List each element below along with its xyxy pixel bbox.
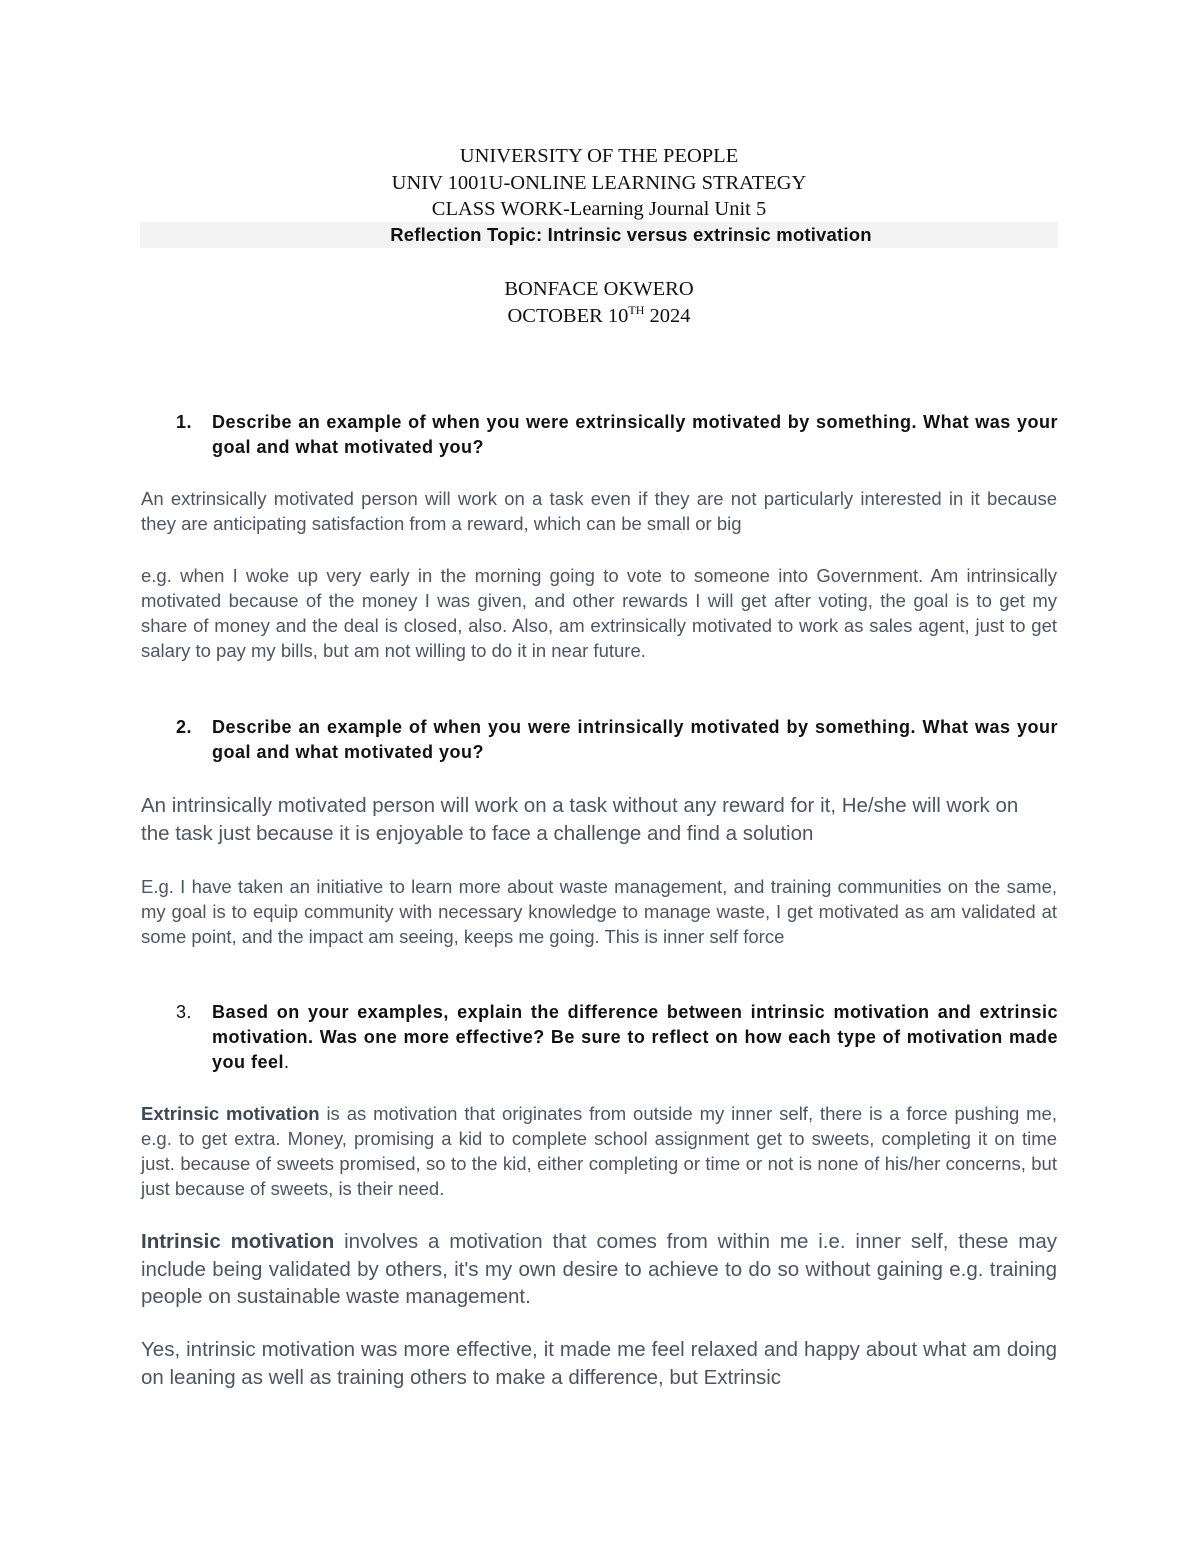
question-1 — [176, 410, 1058, 460]
question-text: Describe an example of when you were extrinsically motivated by something. What was your goal and what motivated you? — [212, 412, 1058, 457]
reflection-topic: Reflection Topic: Intrinsic versus extrinsic motivation — [390, 224, 872, 245]
answer-1-definition: An extrinsically motivated person will work on a task even if they are not particularly interested in it because they are anticipating satisfaction from a reward, which can be small or big — [141, 488, 1057, 534]
question-number: 3. — [176, 1002, 193, 1022]
author-block — [140, 276, 1058, 330]
question-text: Based on your examples, explain the difference between intrinsic motivation and extrinsic motivation. Was one more effective? Be sure to reflect on how each type of motivation made you feel. — [212, 1002, 1058, 1072]
university-name: UNIVERSITY OF THE PEOPLE — [459, 145, 739, 167]
question-number: 1. — [176, 412, 193, 432]
question-number: 2. — [176, 717, 193, 737]
conclusion-paragraph: Yes, intrinsic motivation was more effective, it made me feel relaxed and happy about what am doing on leaning as well as training others to make a difference, but Extrinsic — [141, 1338, 1057, 1389]
answer-2-definition: An intrinsically motivated person will work on a task without any reward for it, He/she will work on the task just because it is enjoyable to face a challenge and find a solution — [141, 794, 1019, 845]
course-title: UNIV 1001U-ONLINE LEARNING STRATEGY — [391, 171, 807, 194]
intrinsic-explanation: Intrinsic motivation involves a motivation that comes from within me i.e. inner self, these may include being validated by others, it's my own desire to achieve to do so without gaining e.g. training people on sustainable waste management. — [141, 1230, 1057, 1308]
submission-date: OCTOBER 10TH 2024 — [507, 303, 691, 327]
author-name: BONFACE OKWERO — [504, 278, 694, 300]
intrinsic-term: Intrinsic motivation — [141, 1230, 335, 1253]
header-block — [140, 143, 1058, 223]
extrinsic-term: Extrinsic motivation — [141, 1103, 320, 1124]
assignment-title: CLASS WORK-Learning Journal Unit 5 — [431, 198, 767, 220]
question-2 — [176, 715, 1058, 765]
extrinsic-explanation: Extrinsic motivation is as motivation that originates from outside my inner self, there is a force pushing me, e.g. to get extra. Money, promising a kid to complete school assignment get to sweets, completing it on time just. because of sweets promised, so to the kid, either completing or time or not is none of his/her concerns, but just because of sweets, is their need. — [141, 1103, 1057, 1199]
question-3 — [176, 1000, 1058, 1075]
answer-2-example: E.g. I have taken an initiative to learn more about waste management, and training communities on the same, my goal is to equip community with necessary knowledge to manage waste, I get motivated as am validated at some point, and the impact am seeing, keeps me going. This is inner self force — [141, 876, 1057, 947]
question-text: Describe an example of when you were intrinsically motivated by something. What was your goal and what motivated you? — [212, 717, 1058, 762]
answer-1-example: e.g. when I woke up very early in the morning going to vote to someone into Government. Am intrinsically motivated because of the money I was given, and other rewards I will get after voting, the goal is to get my share of money and the deal is closed, also. Also, am extrinsically motivated to work as sales agent, just to get salary to pay my bills, but am not willing to do it in near future. — [141, 565, 1057, 661]
